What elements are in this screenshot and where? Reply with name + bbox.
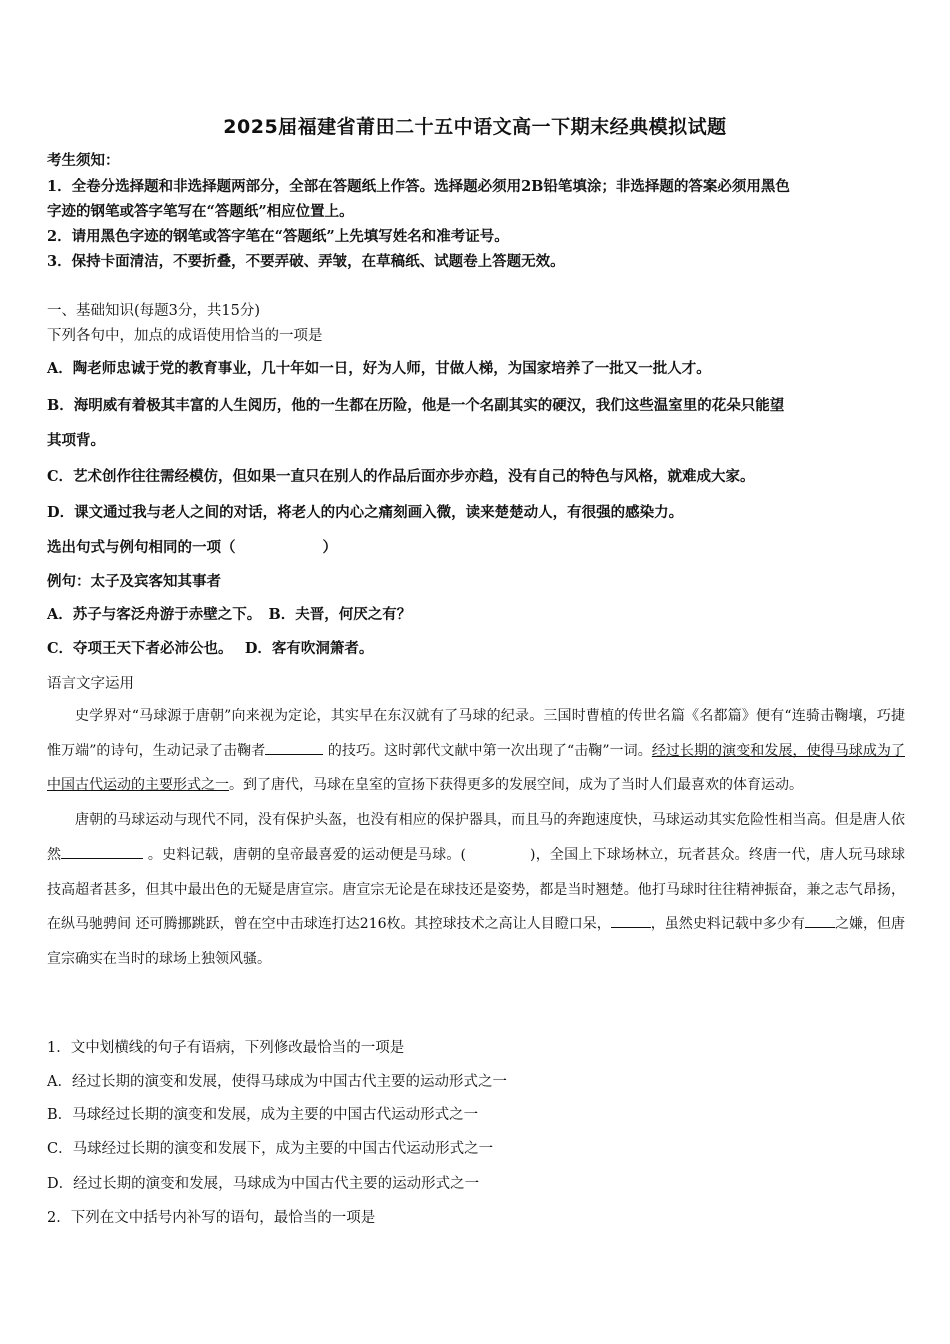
- q2-example: 例句：太子及宾客知其事者: [47, 573, 221, 590]
- q1-option-c: C．艺术创作往往需经模仿，但如果一直只在别人的作品后面亦步亦趋，没有自己的特色与风格，就难成大家。: [47, 468, 755, 485]
- sub-q1-stem: 1．文中划横线的句子有语病，下列修改最恰当的一项是: [47, 1040, 405, 1056]
- fill-blank-3: [611, 913, 651, 928]
- q2-options-ab: A．苏子与客泛舟游于赤壁之下。 B．夫晋，何厌之有？: [47, 606, 412, 623]
- notice-line-3: 3．保持卡面清洁，不要折叠，不要弄破、弄皱，在草稿纸、试题卷上答题无效。: [47, 253, 565, 270]
- notice-line-2: 2．请用黑色字迹的钢笔或答字笔在“答题纸”上先填写姓名和准考证号。: [47, 228, 509, 245]
- notice-line-1: 1．全卷分选择题和非选择题两部分，全部在答题纸上作答。选择题必须用2B铅笔填涂；非选择题的答案必须用黑色: [47, 178, 790, 195]
- sub-q2-stem: 2．下列在文中括号内补写的语句，最恰当的一项是: [47, 1210, 376, 1226]
- q2-stem: 选出句式与例句相同的一项（ ）: [47, 539, 337, 556]
- page-title: 2025届福建省莆田二十五中语文高一下期末经典模拟试题: [223, 116, 727, 138]
- fill-blank-4: [805, 913, 835, 928]
- passage-p2-part-a: 唐朝的马球运动与现代不同，没有保护头盔，也没有相应的保护器具，而且马的奔跑速度快，马球运动其实危险性相当高。但是唐人依然: [47, 812, 905, 863]
- sub-q1-option-b: B．马球经过长期的演变和发展，成为主要的中国古代运动形式之一: [47, 1107, 479, 1123]
- notice-heading: 考生须知：: [47, 152, 120, 169]
- section1-heading: 一、基础知识(每题3分，共15分): [47, 303, 260, 319]
- q1-option-d: D．课文通过我与老人之间的对话，将老人的内心之痛刻画入微，读来楚楚动人，有很强的感染力。: [47, 504, 684, 521]
- underlined-sentence: 经过长期的演变和发展，使得马球成为了中国古代运动的主要形式之一: [47, 742, 905, 794]
- passage-p2-part-c: )，全国上下球场林立，玩者甚众。终唐一代，唐人玩马球球技高超者甚多，但其中最出色的无疑是唐宣宗。唐宣宗无论是在球技还是姿势，都是当时翘楚。他打马球时往往精神振奋，兼之志气昂扬，在纵马驰骋间 还可腾挪跳跃，曾在空中击球连打达216枚。其控球技术之高让人目瞪口呆，: [47, 846, 906, 933]
- q1-stem: 下列各句中，加点的成语使用恰当的一项是: [47, 328, 323, 344]
- q1-option-b-line1: B．海明威有着极其丰富的人生阅历，他的一生都在历险，他是一个名副其实的硬汉，我们这些温室里的花朵只能望: [47, 397, 785, 414]
- sub-q1-option-c: C．马球经过长期的演变和发展下，成为主要的中国古代运动形式之一: [47, 1141, 494, 1157]
- passage-p2-part-e: 之嫌，但唐宣宗确实在当时的球场上独领风骚。: [47, 916, 906, 967]
- passage-p2-part-b: 。史料记载，唐朝的皇帝最喜爱的运动便是马球。(: [147, 846, 467, 863]
- passage-p1-part-c: 。到了唐代，马球在皇室的宣扬下获得更多的发展空间，成为了当时人们最喜欢的体育运动。: [229, 777, 803, 794]
- passage: [47, 699, 905, 977]
- q1-option-b-line2: 其项背。: [47, 432, 105, 449]
- passage-p1-part-b: 的技巧。这时郭代文献中第一次出现了“击鞠”一词。: [327, 742, 652, 759]
- passage-paragraph-1: [47, 699, 905, 803]
- fill-blank-2: [61, 844, 143, 859]
- sub-q1-option-a: A．经过长期的演变和发展，使得马球成为中国古代主要的运动形式之一: [47, 1074, 507, 1090]
- notice-line-1b: 字迹的钢笔或答字笔写在“答题纸”相应位置上。: [47, 203, 354, 220]
- passage-p1-part-a: 史学界对“马球源于唐朝”向来视为定论，其实早在东汉就有了马球的纪录。三国时曹植的传世名篇《名都篇》便有“连骑击鞠壤，巧捷惟万端”的诗句，生动记录了击鞠者: [47, 708, 905, 759]
- sub-q1-option-d: D．经过长期的演变和发展，马球成为中国古代主要的运动形式之一: [47, 1176, 480, 1192]
- fill-blank-1: [265, 740, 323, 755]
- q2-options-cd: C．夺项王天下者必沛公也。 D．客有吹洞箫者。: [47, 640, 374, 657]
- passage-paragraph-2: [47, 803, 905, 977]
- passage-p2-part-d: ，虽然史料记载中多少有: [650, 916, 805, 933]
- section2-heading: 语言文字运用: [47, 676, 134, 692]
- q1-option-a: A．陶老师忠诚于党的教育事业，几十年如一日，好为人师，甘做人梯，为国家培养了一批又一批人才。: [47, 360, 711, 377]
